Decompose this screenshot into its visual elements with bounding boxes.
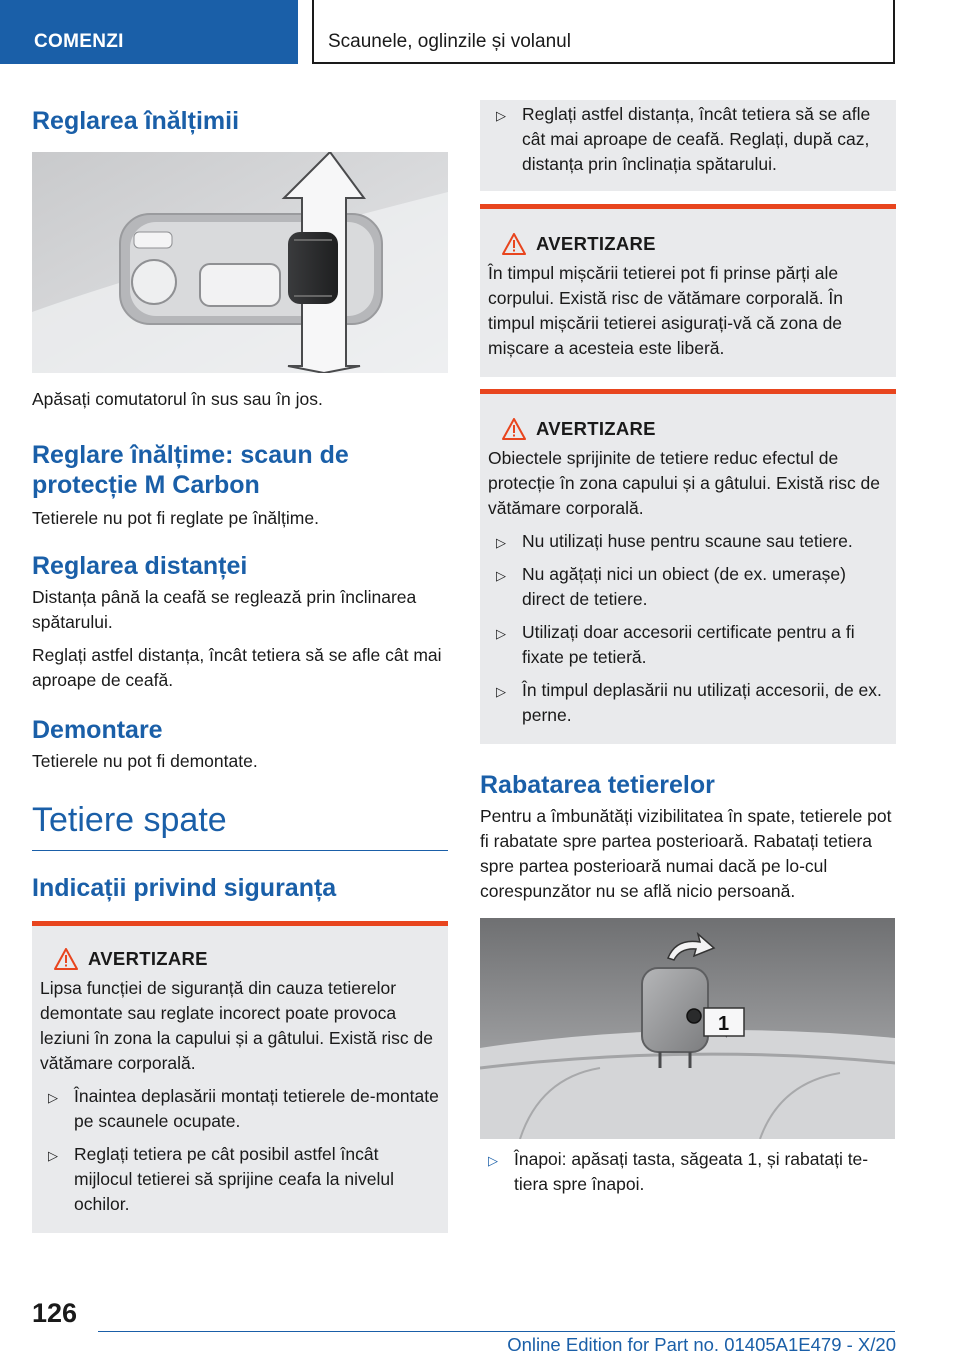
warning-list: [488, 529, 888, 728]
list-item: ▷ Nu utilizați huse pentru scaune sau tetiere.: [488, 529, 888, 554]
continued-list: [488, 102, 888, 177]
photo-callout-label: 1: [718, 1013, 730, 1035]
bullet-icon: ▷: [48, 1148, 58, 1163]
bullet-icon: ▷: [496, 535, 506, 550]
warning-text: În timpul mișcării tetierei pot fi prinse părți ale corpului. Există risc de vătămare corporală. În timpul mișcării tetierei asigurați-vă că zona de mișcare a acesteia este liberă.: [488, 263, 844, 358]
bullet-icon: ▷: [48, 1090, 58, 1105]
section-title-distance: Reglarea distanței: [32, 552, 248, 580]
warning-text: Lipsa funcției de siguranță din cauza tetierelor demontate sau reglate incorect poate provoca leziuni în zona la capului și a gâtului. Există risc de vătămare corporală.: [40, 978, 433, 1073]
list-item: ▷ Nu agățați nici un obiect (de ex. umerașe) direct de tetiere.: [496, 564, 846, 609]
warning-box-3: [480, 389, 896, 744]
removal-text: Tetierele nu pot fi demontate.: [32, 751, 258, 771]
warning-icon: [502, 233, 526, 255]
warning-header: [488, 233, 888, 255]
bullet-icon: ▷: [496, 626, 506, 641]
footer-rule: [98, 1331, 895, 1332]
chapter-section-rear-headrests: Tetiere spate: [32, 801, 227, 839]
bullet-icon: ▷: [496, 684, 506, 699]
warning-header: [40, 948, 440, 970]
warning-icon: [54, 948, 78, 970]
warning-icon: [502, 418, 526, 440]
rear-headrest-photo: [480, 918, 895, 1139]
section-title-carbon: Reglare înălțime: scaun de protecție M Carbon: [32, 441, 349, 499]
section-title-safety: Indicații privind siguranța: [32, 874, 337, 902]
fold-text: Pentru a îmbunătăți vizibilitatea în spate, tetierele pot fi rabatate spre partea posterioară. Rabatați tetiera spre partea posterioară numai dacă pe lo-cul corespunzător nu se află nicio persoană.: [480, 806, 892, 901]
bullet-icon: ▷: [488, 1153, 498, 1168]
list-item: ▷ Reglați tetiera pe cât posibil astfel încât mijlocul tetierei să sprijine ceafa la nivelul ochilor.: [48, 1144, 395, 1214]
chapter-header: [312, 0, 895, 64]
left-column: [32, 100, 448, 1233]
chapter-title: Scaunele, oglinzile și volanul: [328, 31, 571, 52]
right-column: [480, 100, 896, 1197]
section-rule: [32, 850, 448, 851]
list-item: ▷ În timpul deplasării nu utilizați accesorii, de ex. perne.: [496, 680, 882, 725]
continued-box: [480, 100, 896, 191]
rear-headrest-illustration: [480, 918, 895, 1139]
warning-label: AVERTIZARE: [536, 418, 656, 439]
carbon-text: Tetierele nu pot fi reglate pe înălțime.: [32, 508, 319, 528]
section-title-removal: Demontare: [32, 716, 163, 744]
list-item: ▷ Înaintea deplasării montați tetierele de-montate pe scaunele ocupate.: [48, 1086, 439, 1131]
section-tab: [0, 0, 298, 64]
warning-box-2: [480, 204, 896, 377]
warning-list: [40, 1084, 440, 1217]
warning-label: AVERTIZARE: [88, 948, 208, 969]
distance-text-2: Reglați astfel distanța, încât tetiera să se afle cât mai aproape de ceafă.: [32, 645, 442, 690]
bullet-icon: ▷: [496, 108, 506, 123]
height-instruction: Apăsați comutatorul în sus sau în jos.: [32, 389, 323, 409]
seat-switch-photo: [32, 152, 448, 373]
section-tab-label: COMENZI: [34, 31, 124, 52]
list-item: ▷ Reglați astfel distanța, încât tetiera să se afle cât mai aproape de ceafă. Reglați, după caz, distanța prin înclinația spătarului.: [496, 104, 871, 174]
seat-switch-illustration: [32, 152, 448, 373]
fold-list: [480, 1147, 896, 1197]
bullet-icon: ▷: [496, 568, 506, 583]
warning-header: [488, 418, 888, 440]
section-title-height: Reglarea înălțimii: [32, 107, 240, 135]
list-item: ▷ Utilizați doar accesorii certificate pentru a fi fixate pe tetieră.: [496, 622, 855, 667]
footer-edition: Online Edition for Part no. 01405A1E479 - X/20: [507, 1334, 896, 1355]
section-title-fold: Rabatarea tetierelor: [480, 771, 715, 799]
distance-text-1: Distanța până la ceafă se reglează prin înclinarea spătarului.: [32, 587, 417, 632]
page-number: 126: [32, 1298, 78, 1328]
warning-text: Obiectele sprijinite de tetiere reduc efectul de protecție în zona capului și a gâtului. Există risc de vătămare corporală.: [488, 448, 881, 518]
warning-label: AVERTIZARE: [536, 233, 656, 254]
warning-box-1: [32, 921, 448, 1233]
list-item: ▷ Înapoi: apăsați tasta, săgeata 1, și rabatați te-tiera spre înapoi.: [488, 1149, 869, 1194]
